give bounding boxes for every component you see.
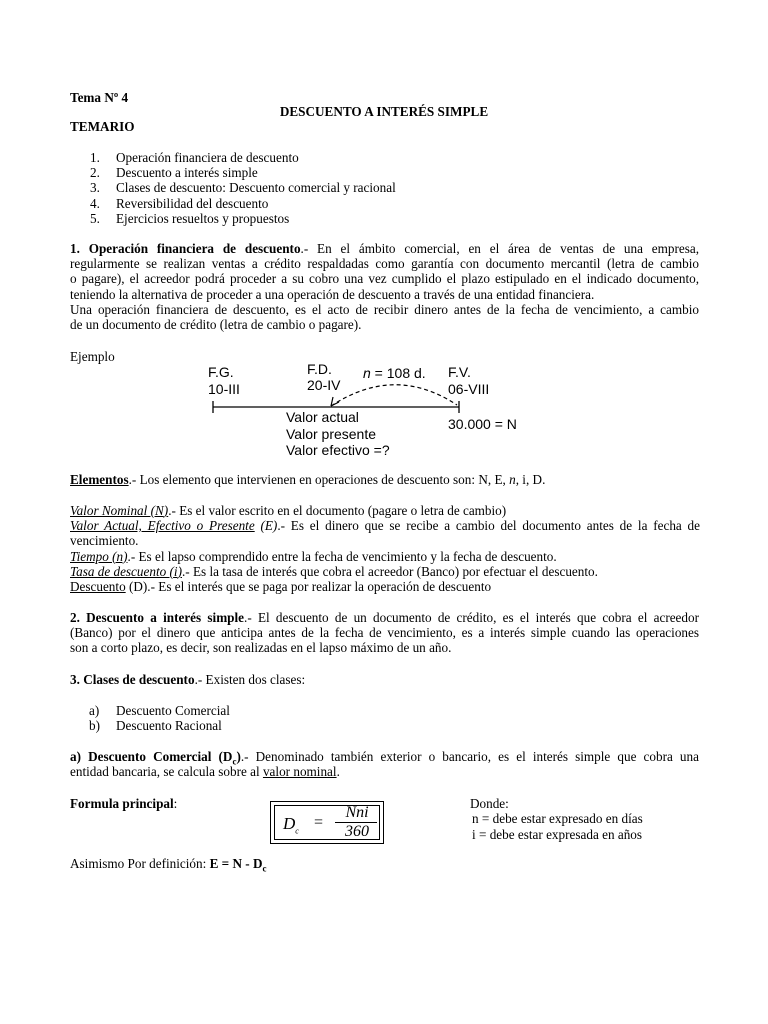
- fg-label: F.G.: [208, 364, 234, 380]
- formula-box: [270, 801, 384, 844]
- definition-formula: $E = N - D_c$: [209, 856, 267, 874]
- list-item: 4. Reversibilidad del descuento: [90, 195, 269, 211]
- formula-eq: =: [314, 814, 324, 831]
- definition-line: Asimismo Por definición: $E = N - D_c$: [70, 856, 267, 874]
- example-label: Ejemplo: [70, 349, 115, 364]
- fd-label: F.D.: [307, 361, 332, 377]
- elementos-line: Elementos.- Los elemento que intervienen en operaciones de descuento son: N, E, n, i, D.: [70, 472, 546, 487]
- temario-list: [70, 150, 670, 226]
- dashed-arc: [331, 385, 457, 406]
- list-item: a) Descuento Comercial: [89, 703, 230, 718]
- formula-denominator: 360: [345, 823, 369, 840]
- section-2: 2. Descuento a interés simple.- El descuento de un documento de crédito, es el interés que cobra el acreedor (Banco) por el dinero que anticipa antes de la fecha de vencimiento, es a interés simple cuando las operaciones son a corto plazo, es decir, son realizadas en el lapso máximo de un año.: [70, 610, 699, 656]
- fv-label: F.V.: [448, 364, 471, 380]
- def-valor-actual: Valor Actual, Efectivo o Presente (E).- Es el dinero que se recibe a cambio del documento antes de la fecha de: [70, 518, 701, 534]
- nominal-value: 30.000 = N: [448, 416, 517, 432]
- tema-number: Tema Nº 4: [70, 90, 129, 105]
- def-tiempo: Tiempo (n).- Es el lapso comprendido entre la fecha de vencimiento y la fecha de descuento.: [70, 548, 557, 564]
- section-1-heading: 1. Operación financiera de descuento: [70, 241, 301, 256]
- clases-list: [70, 703, 470, 733]
- valor-efectivo-label: Valor efectivo =?: [286, 442, 390, 458]
- definitions: Valor Nominal (N).- Es el valor escrito en el documento (pagare o letra de cambio) Valor Actual, Efectivo o Presente (E).- Es el dinero que se recibe a cambio del documento antes de la fecha de vencimiento. Tiempo (n).- Es el lapso comprendido entre la fecha de vencimiento y la fecha de descuento. Tasa de descuento (i).- Es la tasa de interés que cobra el acreedor (Banco) por efectuar el descuento. Descuento (D).- Es el interés que se paga por realizar la operación de descuento: [70, 503, 701, 595]
- list-item: 2. Descuento a interés simple: [90, 165, 258, 181]
- list-item: 3. Clases de descuento: Descuento comercial y racional: [90, 180, 396, 196]
- valor-actual-label: Valor actual: [286, 409, 359, 425]
- def-descuento: Descuento (D).- Es el interés que se paga por realizar la operación de descuento: [70, 579, 492, 595]
- valor-presente-label: Valor presente: [286, 426, 377, 442]
- page-title: DESCUENTO A INTERÉS SIMPLE: [279, 104, 489, 119]
- n-note: n = debe estar expresado en días: [472, 811, 643, 826]
- section-3-heading: 3. Clases de descuento: [70, 672, 195, 687]
- list-item: 5. Ejercicios resueltos y propuestos: [90, 210, 290, 226]
- list-item: 1. Operación financiera de descuento: [90, 150, 299, 165]
- def-tasa: Tasa de descuento (i).- Es la tasa de interés que cobra el acreedor (Banco) por efectuar el descuento.: [70, 563, 598, 579]
- formula-numerator: Nni: [345, 804, 369, 821]
- fv-date: 06-VIII: [448, 381, 490, 397]
- def-valor-nominal: Valor Nominal (N).- Es el valor escrito en el documento (pagare o letra de cambio): [70, 503, 507, 518]
- section-3a: a) Descuento Comercial $(D_c).-$ Denominado también exterior o bancario, es el interés simple que cobra una entidad bancaria, se calcula sobre al valor nominal.: [70, 749, 699, 780]
- donde-label: Donde:: [470, 796, 509, 811]
- n-days-label: n = 108 d.: [363, 365, 426, 381]
- valor-nominal-term: valor nominal: [262, 764, 337, 780]
- elementos-heading: Elementos: [70, 472, 129, 487]
- section-2-heading: 2. Descuento a interés simple: [70, 610, 245, 625]
- list-item: b) Descuento Racional: [89, 718, 222, 734]
- section-3: 3. Clases de descuento.- Existen dos clases:: [70, 672, 306, 687]
- temario-heading: TEMARIO: [70, 119, 135, 134]
- section-1: 1. Operación financiera de descuento.- En el ámbito comercial, en el área de ventas de una empresa, regularmente se realizan ventas a crédito respaldadas como garantía con documento mercantil (letra de cambio o pagare), el acreedor podrá proceder a su cobro una vez cumplido el plazo estipulado en el indicado documento, teniendo la alternativa de proceder a una operación de descuento a través de una entidad financiera. Una operación financiera de descuento, es el acto de recibir dinero antes de la fecha de vencimiento, a cambio de un documento de crédito (letra de cambio o pagare).: [70, 241, 699, 333]
- fg-date: 10-III: [208, 381, 240, 397]
- formula-lhs: $D_c$: [283, 814, 299, 836]
- section-3a-heading: a) Descuento Comercial $(D_c)$: [70, 749, 241, 767]
- formula-label: Formula principal:: [70, 796, 178, 811]
- i-note: i = debe estar expresada en años: [472, 827, 643, 842]
- fd-date: 20-IV: [307, 377, 341, 393]
